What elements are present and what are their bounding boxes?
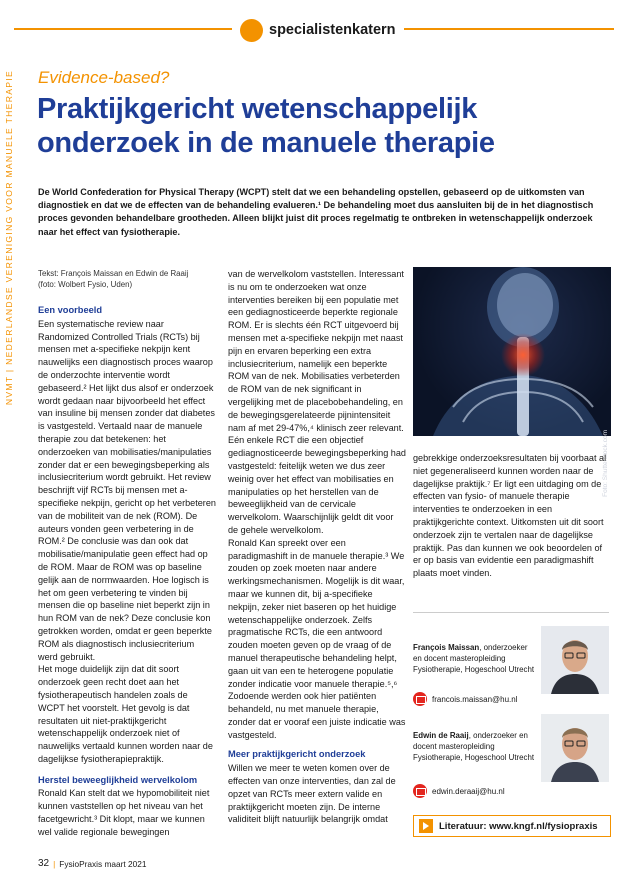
mail-icon — [413, 692, 427, 706]
author-role: , onderzoeker en docent masteropleiding Fysiotherapie, Hogeschool Utrecht — [413, 643, 535, 674]
column-3 — [413, 452, 607, 580]
author-divider — [413, 612, 609, 613]
avatar — [541, 714, 609, 782]
portrait-icon — [541, 626, 609, 694]
page-footer — [38, 858, 146, 869]
portrait-icon — [541, 714, 609, 782]
author-bio — [413, 730, 538, 763]
literature-label[interactable]: Literatuur: www.kngf.nl/fysiopraxis — [439, 820, 598, 832]
article-subtitle: Evidence-based? — [38, 68, 170, 87]
author-email[interactable] — [413, 784, 505, 798]
arrow-right-icon — [419, 819, 433, 833]
author-name: François Maissan — [413, 643, 480, 652]
article-title: Praktijkgericht wetenschappelijk onderzoek in de manuele therapie — [37, 93, 495, 159]
credits-photo: (foto: Wolbert Fysio, Uden) — [38, 280, 133, 289]
column-1 — [38, 268, 216, 839]
avatar — [541, 626, 609, 694]
column-2 — [228, 268, 406, 826]
section-heading: Een voorbeeld — [38, 305, 103, 315]
side-vertical-text — [4, 70, 18, 490]
email-address[interactable]: edwin.deraaij@hu.nl — [432, 786, 505, 796]
credits-text: Tekst: François Maissan en Edwin de Raaij — [38, 269, 189, 278]
author-email[interactable] — [413, 692, 518, 706]
credits — [38, 268, 216, 290]
paragraph: Willen we meer te weten komen over de effecten van onze interventies, dan zal de opzet van RCTs meer extern valide en praktijkgericht moeten zijn. De interne validiteit blijft natuurlijk belangrijk omdat — [228, 763, 396, 825]
mail-icon — [413, 784, 427, 798]
literature-link[interactable] — [413, 815, 611, 837]
section-heading: Meer praktijkgericht onderzoek — [228, 749, 366, 760]
author-card — [413, 714, 609, 798]
email-address[interactable]: francois.maissan@hu.nl — [432, 694, 518, 704]
article-intro: De World Confederation for Physical Therapy (WCPT) stelt dat we een behandeling opstellen, gebaseerd op de uitkomsten van diagnostiek en dat we de effecten van de behandeling evalueren.¹ De behandeling moet dus aansluiten bij de in het diagnostisch proces gevonden behandelbare grootheden. Alleen blijkt juist dit proces regelmatig te ontbreken in wetenschappelijk onderzoek naar het effect van fysiotherapie. — [38, 187, 594, 237]
author-card — [413, 626, 609, 710]
paragraph: Eén enkele RCT die een objectief gediagnosticeerde bewegingsbeperking had vastgesteld: feitelijk weten we dus zeer weinig over het effect van mobilisaties en manipulaties op het herstellen van de beweeglijkheid van de cervicale wervelkolom. Waarschijnlijk geldt dit voor de gehele wervelkolom. — [228, 435, 406, 535]
magazine-name: FysioPraxis maart 2021 — [59, 858, 147, 869]
spine-xray-image — [413, 267, 611, 497]
paragraph: Ronald Kan spreekt over een paradigmashift in de manuele therapie.³ We zouden op zoek moeten naar andere werkingsmechanismen. Mogelijk is dit waar, maar we kunnen dit, bij a-specifieke nekpijn, zeker niet baseren op het huidige wetenschappelijke onderzoek. Zelfs pragmatische RCTs, die een antwoord zouden moeten geven op de vraag of de manuel therapeutische behandeling helpt, gaan uit van een te heterogene populatie zonder indicatie voor manuele therapie.⁵,⁶ Zodoende werden ook hier patiënten behandeld, nu met manuele therapie, zonder dat er vooraf een juiste indicatie was vastgesteld. — [228, 537, 406, 740]
author-name: Edwin de Raaij — [413, 731, 469, 740]
section-heading: Herstel beweeglijkheid wervelkolom — [38, 774, 198, 785]
paragraph: Ronald Kan stelt dat we hypomobiliteit niet kunnen vaststellen op het niveau van het facetgewricht.³ Dit klopt, maar we kunnen wel valide regionale bewegingen — [38, 788, 210, 837]
paragraph: van de wervelkolom vaststellen. Interessant is nu om te onderzoeken wat onze interventies bereiken bij een populatie met een gediagnosticeerde beperkte regionale ROM. Er is slechts één RCT uitgevoerd bij mensen met a-specifieke nekpijn met naast pijn en ervaren beperking een extra inclusiecriterium, namelijk een beperkte ROM van de nek. Mobilisaties verbeterden de ROM van de nek significant in vergelijking met de placebobehandeling, en de bewegingsgerelateerde pijnintensiteit nam af met 29-47%,⁴ klinisch zeer relevant. — [228, 269, 404, 433]
author-role: , onderzoeker en docent masteropleiding Fysiotherapie, Hogeschool Utrecht — [413, 731, 535, 762]
skeleton-illustration — [413, 267, 611, 436]
page-number: 32 — [38, 858, 50, 869]
kicker-label: specialistenkatern — [269, 22, 396, 38]
footer-separator: | — [53, 858, 56, 869]
side-text-label: NVMT | NEDERLANDSE VERENIGING VOOR MANUELE THERAPIE — [4, 70, 14, 406]
orange-dot-icon — [240, 19, 263, 42]
paragraph: gebrekkige onderzoeksresultaten bij voorbaat al niet gegeneraliseerd kunnen worden naar de dagelijkse praktijk.⁷ Er ligt een uitdaging om de effecten van fysio- of manuele therapie interventies te onderzoeken in een praktijkgerichte context. Uitkomsten uit dit soort onderzoek zijn te vertalen naar de dagelijkse praktijk. Pas dan kunnen we ook beoordelen of er op basis van evidentie een paradigmashift plaats moet vinden. — [413, 453, 607, 579]
author-bio — [413, 642, 538, 675]
section-kicker — [232, 12, 404, 48]
paragraph: Het moge duidelijk zijn dat dit soort onderzoek geen recht doet aan het fysiotherapeutisch handelen zoals de WCPT het voorstelt. Het gevolg is dat resultaten uit niet-praktijkgericht wetenschappelijk onderzoek niet of nauwelijks vertaald kunnen worden naar de dagelijkse fysiotherapiepraktijk. — [38, 664, 213, 764]
photo-credit: Foto: Shutterstock.com — [602, 430, 609, 497]
paragraph: Een systematische review naar Randomized Controlled Trials (RCTs) bij mensen met a-specifieke nekpijn kent nauwelijks een diagnostisch proces waarop de onderzochte interventie wordt gebaseerd.² Het lijkt dus alsof er onderzoek wordt gedaan naar bijvoorbeeld het effect van insuline bij mensen zonder dat diabetes is vastgesteld. Vertaald naar de manuele therapie zou dat betekenen: het onderzoeken van mobilisaties/manipulaties zonder dat er een bewegingsbeperking als inclusiecriterium wordt gebruikt. Het review beschrijft vijf RCTs bij mensen met a-specifieke nekpijn, gericht op het verbeteren van de mobiliteit van de nek (ROM). De auteurs vonden geen verbetering in de ROM.² De conclusie was dan ook dat mobilisatie/manipulatie geen effect had op de ROM. Maar de ROM was op baseline gelijk aan de normwaarden. Hoe logisch is het om geen verbetering te vinden bij mensen die op baseline niet beperkt zijn in hun ROM van de nek? Deze conclusie kon getrokken worden, omdat er geen beperkte ROM als diagnostisch inclusiecriterium werd gebruikt. — [38, 318, 216, 662]
